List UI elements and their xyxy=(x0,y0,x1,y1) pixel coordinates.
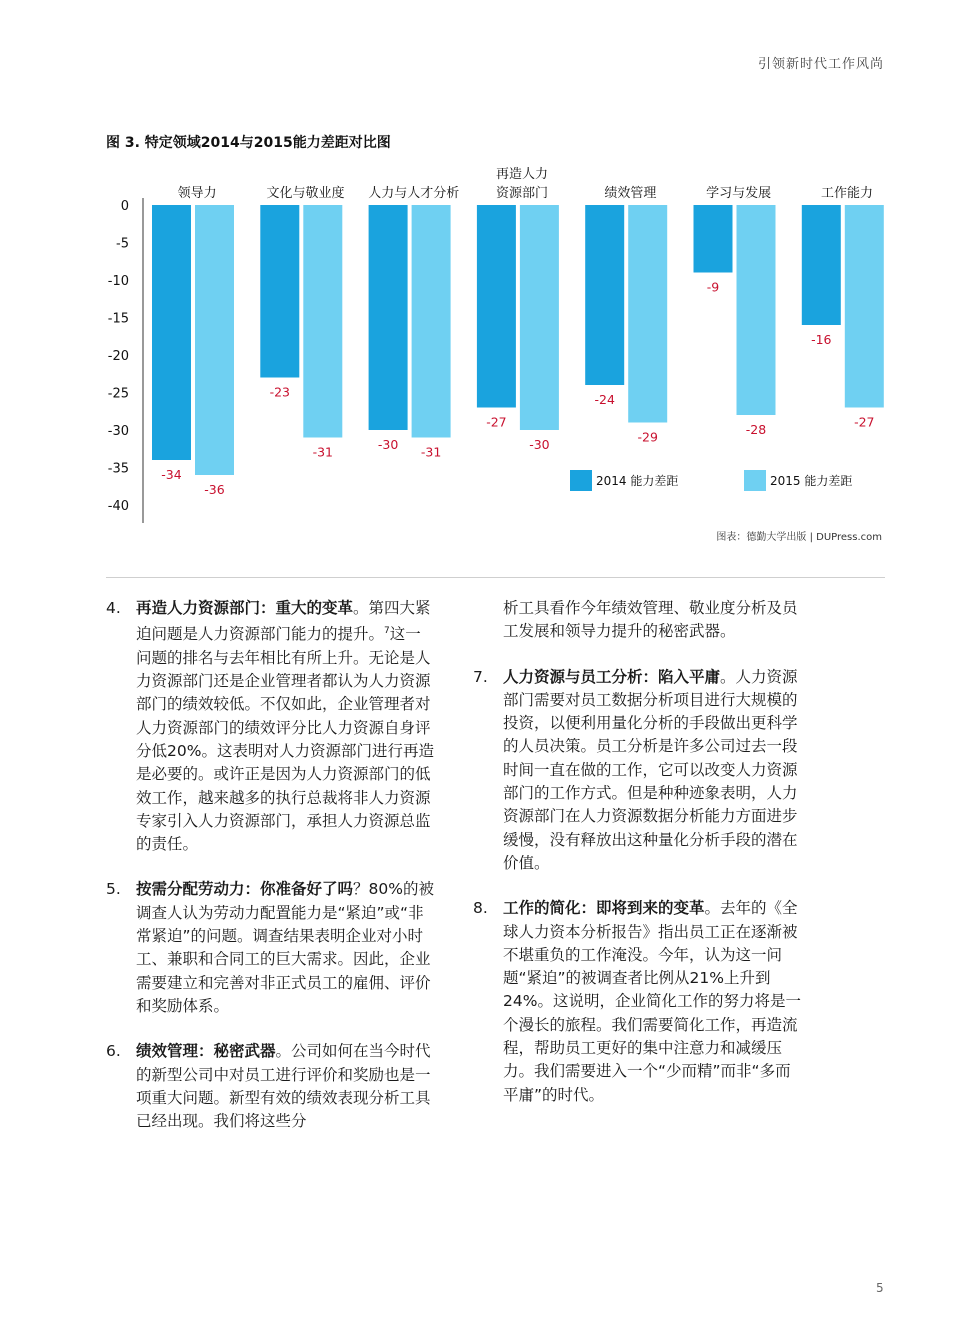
data-label: -23 xyxy=(269,384,291,400)
list-item-5 xyxy=(106,878,436,1018)
y-tick-label: -10 xyxy=(107,274,129,289)
y-tick-label: 0 xyxy=(120,199,129,214)
running-header: 引领新时代工作风尚 xyxy=(757,57,884,72)
data-label: -16 xyxy=(811,332,832,347)
item-text: 。第四大紧迫问题是人力资源部门能力的提升。 xyxy=(136,599,431,644)
item-text-cont: 这一问题的排名与去年相比有所上升。无论是人力资源部门还是企业管理者都认为人力资源部门的绩效较低。不仅如此，企业管理者对人力资源部门的绩效评分比人力资源自身评分低20%。这表明对人力资源部门进行再造是必要的。或许正是因为人力资源部门的低效工作，越来越多的执行总裁将非人力资源专家引入人力资源部门，承担人力资源总监的责任。 xyxy=(136,625,434,854)
category-label: 工作能力 xyxy=(820,186,873,201)
bar-2015 xyxy=(737,205,776,415)
category-label: 学习与发展 xyxy=(706,186,772,201)
item-number: 6. xyxy=(106,1042,121,1061)
item-heading: 工作的简化：即将到来的变革 xyxy=(503,899,705,918)
item-number: 8. xyxy=(473,899,488,918)
bar-2015 xyxy=(520,205,559,430)
bar-2014 xyxy=(260,205,299,378)
list-item-6-continued: 析工具看作今年绩效管理、敬业度分析及员工发展和领导力提升的秘密武器。 xyxy=(503,599,798,641)
data-label: -24 xyxy=(594,392,615,407)
footnote-ref: 7 xyxy=(384,626,390,637)
category-label: 文化与敬业度 xyxy=(266,186,345,201)
item-text: 。人力资源部门需要对员工数据分析项目进行大规模的投资，以便利用量化分析的手段做出更科学的人员决策。员工分析是许多公司过去一段时间一直在做的工作，它可以改变人力资源部门的工作方式。但是种种迹象表明，人力资源部门在人力资源数据分析能力方面进步缓慢，没有释放出这种量化分析手段的潜在价值。 xyxy=(503,667,798,872)
data-label: -31 xyxy=(420,444,442,460)
text-column-left xyxy=(106,597,436,1155)
bar-2015 xyxy=(303,205,342,438)
list-item-7 xyxy=(473,666,803,876)
figure-source: 图表：德勤大学出版 | DUPress.com xyxy=(716,532,882,543)
bar-2015 xyxy=(195,205,234,475)
data-label: -27 xyxy=(486,414,507,430)
item-heading: 人力资源与员工分析：陷入平庸 xyxy=(503,667,721,686)
category-label: 资源部门 xyxy=(496,186,549,201)
section-divider xyxy=(106,577,885,578)
data-label: -28 xyxy=(745,422,767,437)
item-text: 。去年的《全球人力资本分析报告》指出员工正在逐渐被不堪重负的工作淹没。今年，认为这一问题“紧迫”的被调查者比例从21%上升到24%。这说明，企业简化工作的努力将是一个漫长的旅程。我们需要简化工作，再造流程，帮助员工更好的集中注意力和减缓压力。我们需要进入一个“少而精”而非“多而平庸”的时代。 xyxy=(503,899,801,1104)
category-label: 再造人力 xyxy=(496,167,549,182)
data-label: -31 xyxy=(312,444,334,460)
category-label: 人力与人才分析 xyxy=(368,186,460,201)
data-label: -29 xyxy=(637,429,658,445)
page-number: 5 xyxy=(876,1281,884,1295)
bar-chart xyxy=(0,0,960,560)
text-column-right xyxy=(473,597,803,1129)
legend-swatch xyxy=(744,470,766,491)
list-item-6 xyxy=(106,1040,436,1133)
legend-swatch xyxy=(570,470,592,491)
bar-2014 xyxy=(369,205,408,430)
bar-2015 xyxy=(412,205,451,438)
legend-label: 2015 能力差距 xyxy=(770,474,853,488)
y-tick-label: -15 xyxy=(107,311,129,327)
bar-2014 xyxy=(585,205,624,385)
y-tick-label: -30 xyxy=(107,424,129,439)
item-text: ？80%的被调查人认为劳动力配置能力是“紧迫”或“非常紧迫”的问题。调查结果表明企业对小时工、兼职和合同工的巨大需求。因此，企业需要建立和完善对非正式员工的雇佣、评价和奖励体系。 xyxy=(136,880,434,1015)
item-heading: 再造人力资源部门：重大的变革 xyxy=(136,599,354,617)
bar-2014 xyxy=(152,205,191,460)
item-number: 5. xyxy=(106,880,121,899)
data-label: -27 xyxy=(854,414,875,430)
data-label: -36 xyxy=(204,482,225,497)
item-heading: 绩效管理：秘密武器 xyxy=(136,1042,276,1061)
y-tick-label: -20 xyxy=(107,349,129,364)
figure-title: 图 3. 特定领域2014与2015能力差距对比图 xyxy=(106,135,391,151)
data-label: -9 xyxy=(706,279,720,295)
y-tick-label: -25 xyxy=(107,386,129,402)
item-number: 4. xyxy=(106,599,121,617)
item-number: 7. xyxy=(473,667,488,686)
legend-label: 2014 能力差距 xyxy=(596,474,679,488)
item-heading: 按需分配劳动力：你准备好了吗 xyxy=(136,880,354,899)
item-text: 。公司如何在当今时代的新型公司中对员工进行评价和奖励也是一项重大问题。新型有效的绩效表现分析工具已经出现。我们将这些分 xyxy=(136,1042,431,1131)
bar-2014 xyxy=(694,205,733,273)
bar-2014 xyxy=(477,205,516,408)
category-label: 绩效管理 xyxy=(604,186,657,201)
y-tick-label: -40 xyxy=(107,499,129,514)
y-tick-label: -35 xyxy=(107,461,129,477)
bar-2014 xyxy=(802,205,841,325)
bar-2015 xyxy=(628,205,667,423)
data-label: -34 xyxy=(161,467,182,482)
bar-2015 xyxy=(845,205,884,408)
category-label: 领导力 xyxy=(177,186,217,201)
list-item-4 xyxy=(106,597,436,856)
y-tick-label: -5 xyxy=(116,236,129,252)
data-label: -30 xyxy=(377,437,399,452)
list-item-8 xyxy=(473,897,803,1107)
data-label: -30 xyxy=(529,437,550,452)
